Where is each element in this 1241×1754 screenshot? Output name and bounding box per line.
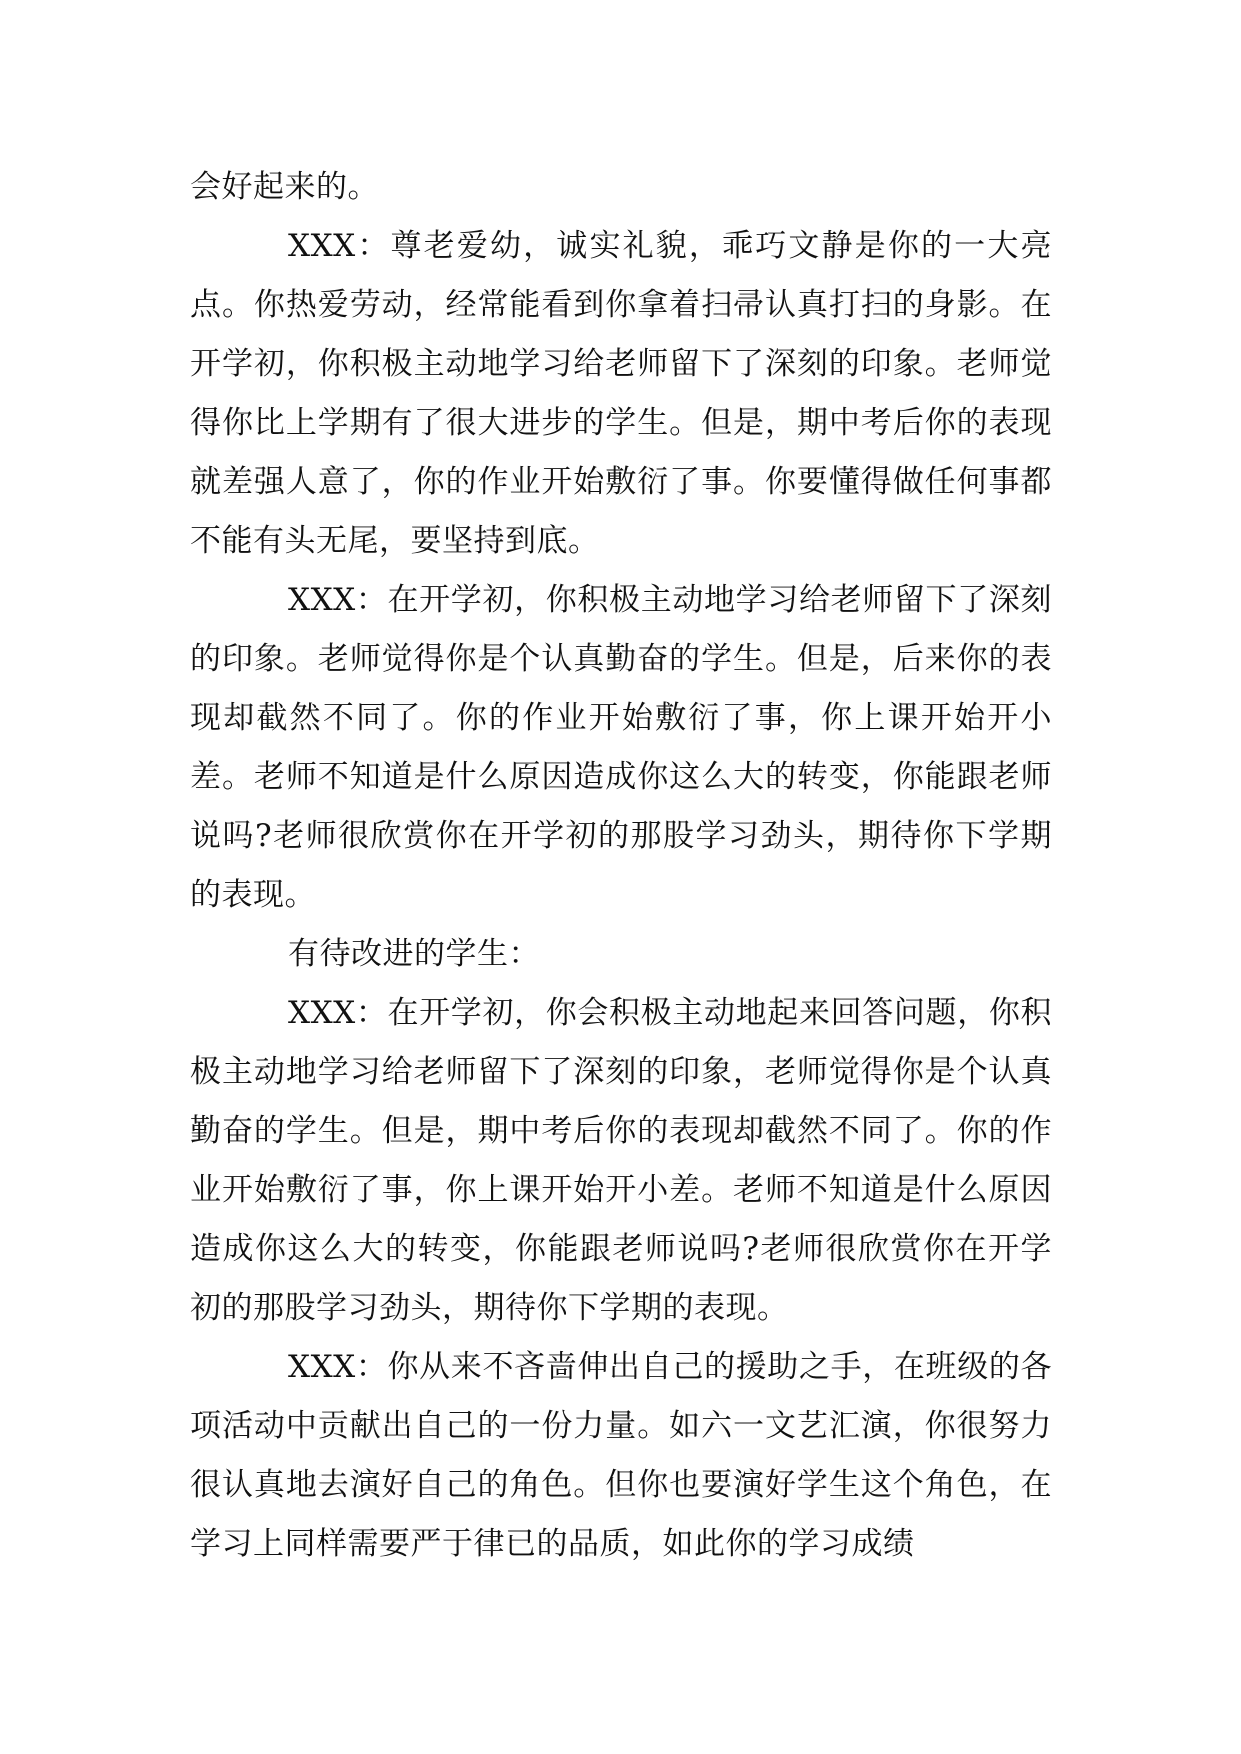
paragraph-student-comment: XXX：你从来不吝啬伸出自己的援助之手，在班级的各项活动中贡献出自己的一份力量。如六一文艺汇演，你很努力很认真地去演好自己的角色。但你也要演好学生这个角色，在学习上同样需要严于律已的品质，如此你的学习成绩 (190, 1349, 1052, 1562)
document-page (190, 158, 1052, 1574)
section-heading: 有待改进的学生： (288, 936, 540, 972)
paragraph-student-comment: XXX：在开学初，你会积极主动地起来回答问题，你积极主动地学习给老师留下了深刻的印象，老师觉得你是个认真勤奋的学生。但是，期中考后你的表现却截然不同了。你的作业开始敷衍了事，你上课开始开小差。老师不知道是什么原因造成你这么大的转变，你能跟老师说吗?老师很欣赏你在开学初的那股学习劲头，期待你下学期的表现。 (190, 995, 1052, 1326)
paragraph-continuation: 会好起来的。 (190, 169, 379, 205)
paragraph-student-comment: XXX：尊老爱幼，诚实礼貌，乖巧文静是你的一大亮点。你热爱劳动，经常能看到你拿着扫帚认真打扫的身影。在开学初，你积极主动地学习给老师留下了深刻的印象。老师觉得你比上学期有了很大进步的学生。但是，期中考后你的表现就差强人意了，你的作业开始敷衍了事。你要懂得做任何事都不能有头无尾，要坚持到底。 (190, 228, 1052, 559)
paragraph-student-comment: XXX：在开学初，你积极主动地学习给老师留下了深刻的印象。老师觉得你是个认真勤奋的学生。但是，后来你的表现却截然不同了。你的作业开始敷衍了事，你上课开始开小差。老师不知道是什么原因造成你这么大的转变，你能跟老师说吗?老师很欣赏你在开学初的那股学习劲头，期待你下学期的表现。 (190, 582, 1052, 913)
